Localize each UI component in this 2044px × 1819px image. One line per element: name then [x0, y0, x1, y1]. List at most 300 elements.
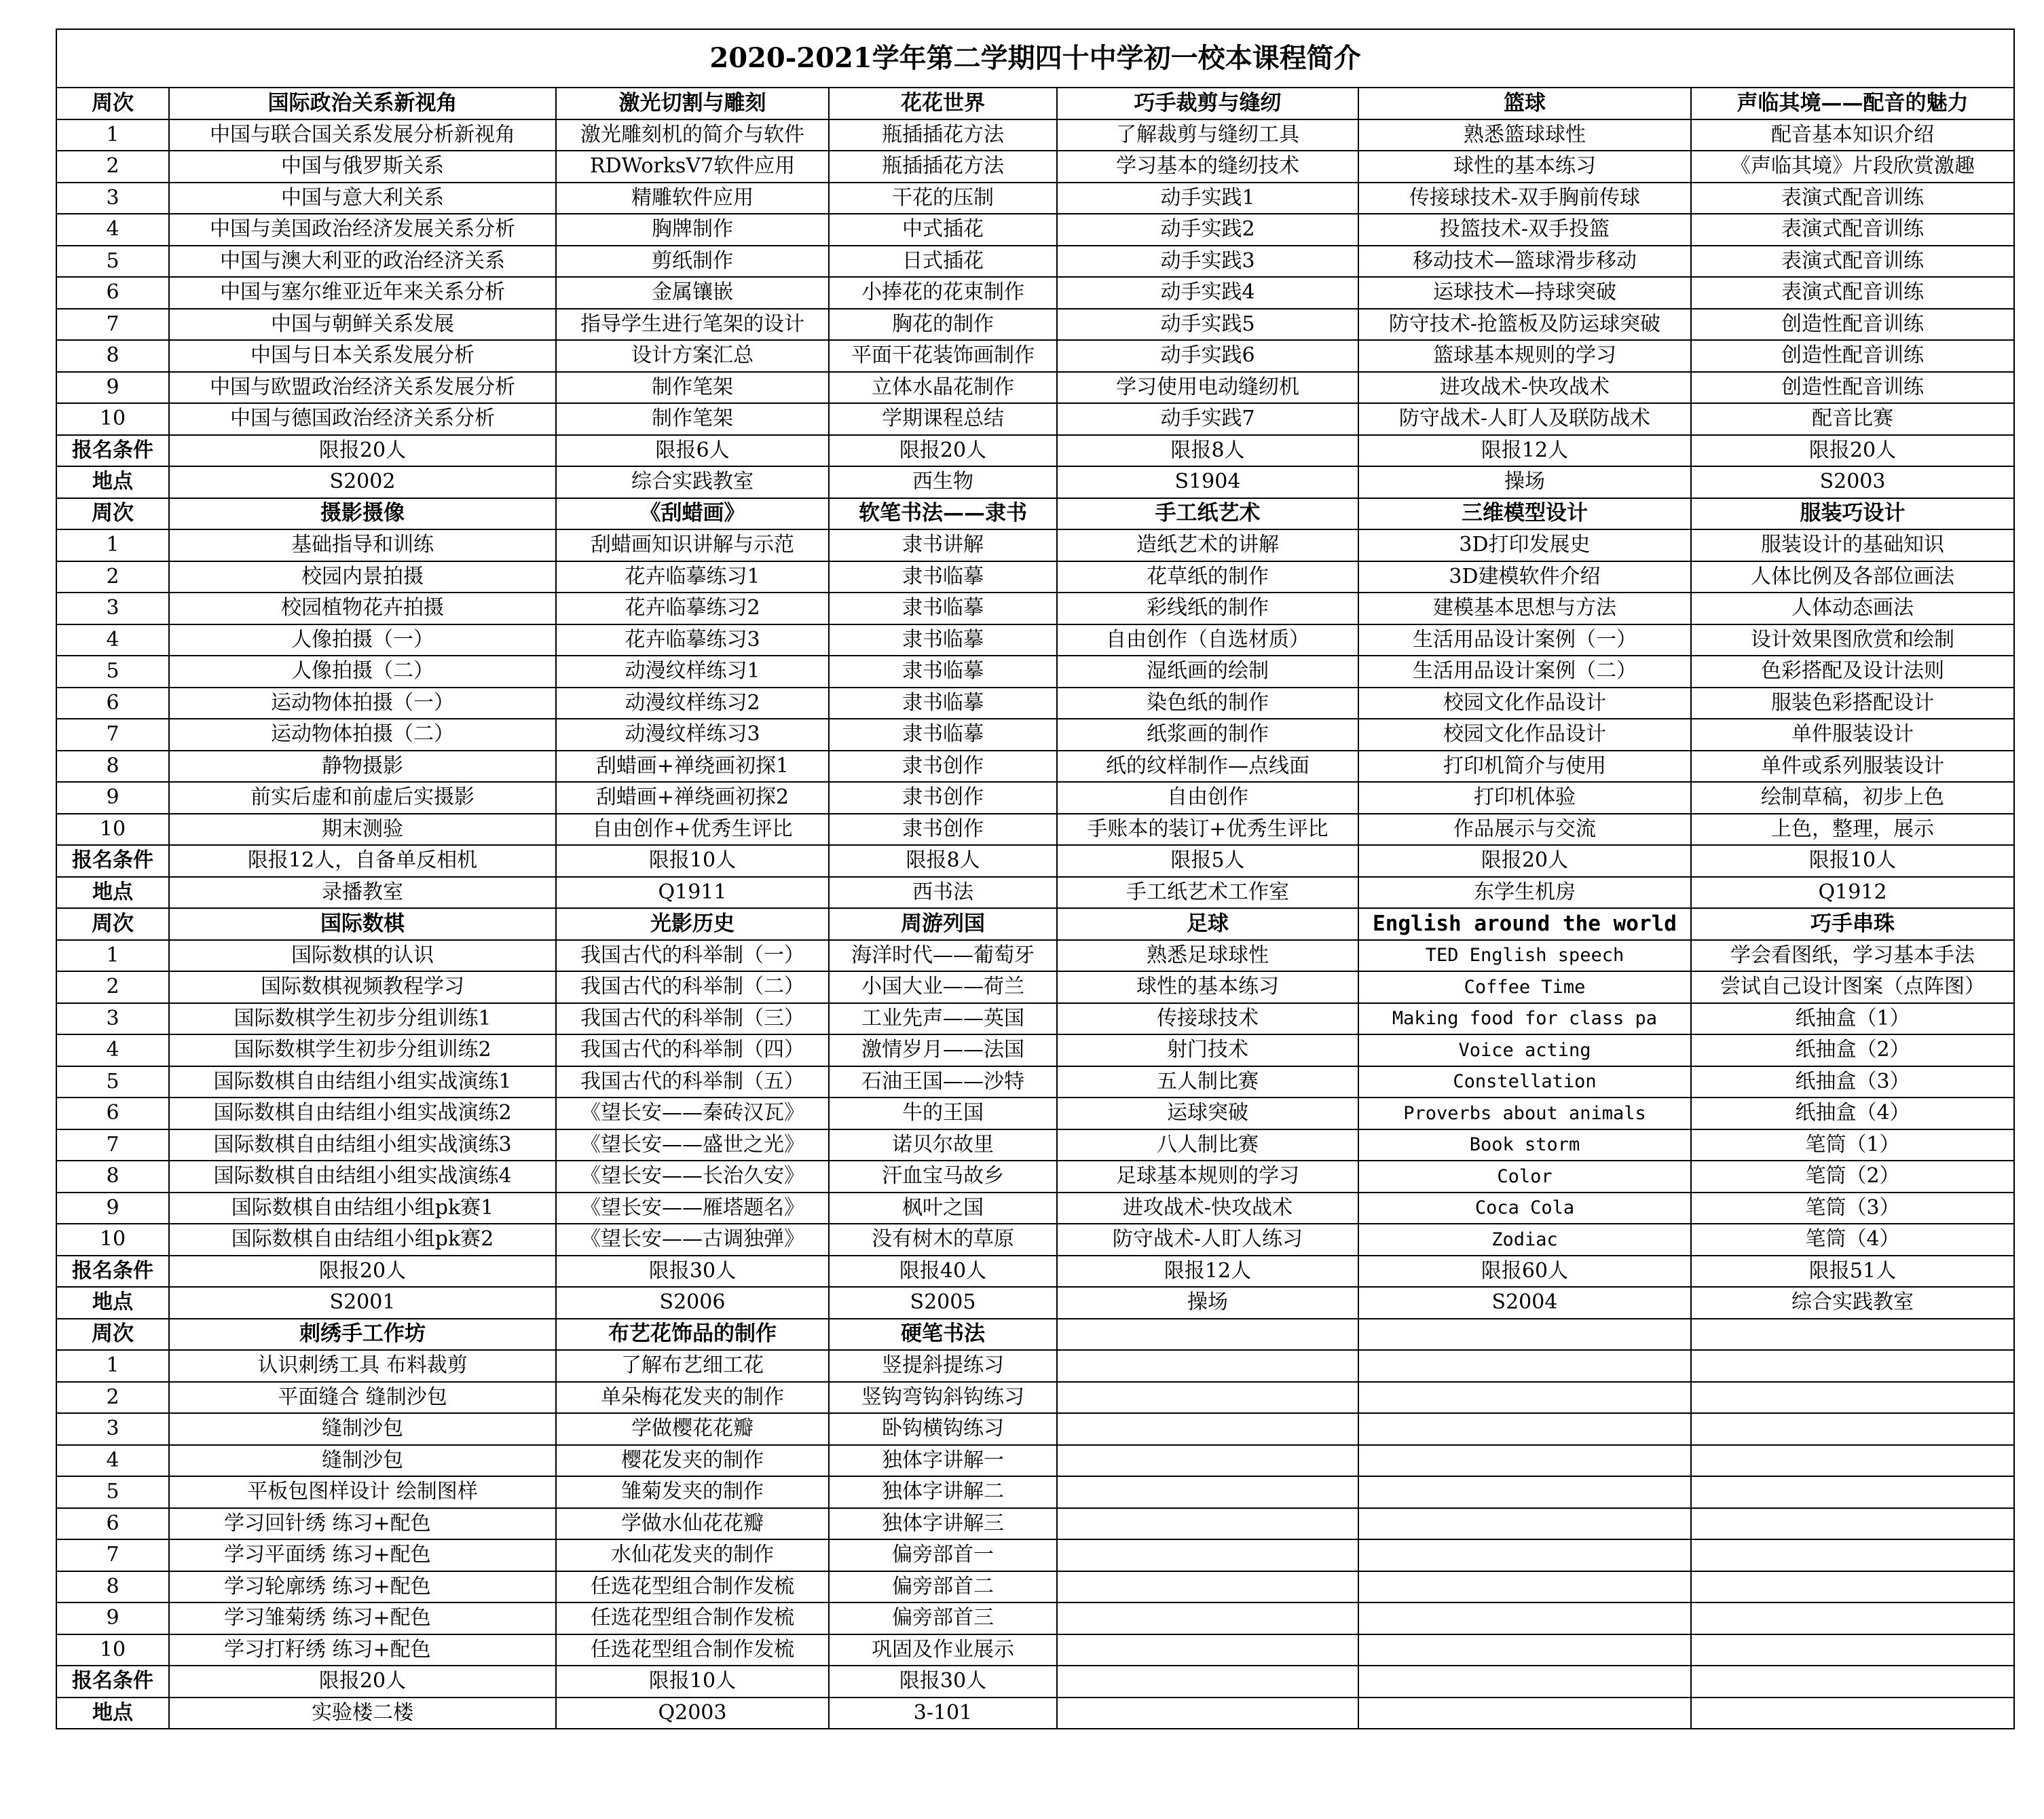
lesson-cell: 缝制沙包 [169, 1445, 556, 1477]
course-title [1057, 1319, 1358, 1351]
requirement-value: 限报51人 [1691, 1256, 2014, 1288]
lesson-cell: 自由创作+优秀生评比 [556, 814, 829, 846]
table-row [56, 214, 2014, 246]
lesson-cell: 学会看图纸，学习基本手法 [1691, 940, 2014, 972]
lesson-cell: 平面缝合 缝制沙包 [169, 1382, 556, 1414]
location-value: S2005 [829, 1287, 1057, 1319]
lesson-cell: 配音比赛 [1691, 403, 2014, 435]
week-number: 10 [56, 1634, 169, 1666]
lesson-cell: 自由创作（自选材质） [1057, 624, 1358, 656]
week-number: 7 [56, 1129, 169, 1161]
lesson-cell: 进攻战术-快攻战术 [1057, 1193, 1358, 1224]
lesson-cell: 制作笔架 [556, 403, 829, 435]
week-number: 5 [56, 1066, 169, 1098]
table-row [56, 1098, 2014, 1129]
lesson-cell: 射门技术 [1057, 1034, 1358, 1066]
course-title: 国际政治关系新视角 [169, 88, 556, 119]
week-number: 4 [56, 214, 169, 246]
requirement-label: 报名条件 [56, 845, 169, 877]
lesson-cell: 纸的纹样制作—点线面 [1057, 751, 1358, 783]
lesson-cell [1358, 1476, 1691, 1508]
week-number: 9 [56, 1602, 169, 1634]
lesson-cell: 熟悉篮球球性 [1358, 119, 1691, 151]
lesson-cell: 人体动态画法 [1691, 593, 2014, 624]
location-value: S2002 [169, 466, 556, 498]
lesson-cell [1691, 1539, 2014, 1571]
requirement-row [56, 1256, 2014, 1288]
table-row [56, 1634, 2014, 1666]
lesson-cell: 纸抽盒（2） [1691, 1034, 2014, 1066]
lesson-cell: 隶书临摹 [829, 656, 1057, 688]
requirement-label: 报名条件 [56, 1666, 169, 1698]
lesson-cell: 《声临其境》片段欣赏激趣 [1691, 151, 2014, 183]
lesson-cell: 打印机简介与使用 [1358, 751, 1691, 783]
lesson-cell: 认识刺绣工具 布料裁剪 [169, 1350, 556, 1382]
week-number: 3 [56, 1413, 169, 1445]
lesson-cell: 学习使用电动缝纫机 [1057, 372, 1358, 404]
lesson-cell: 制作笔架 [556, 372, 829, 404]
lesson-cell: 纸抽盒（3） [1691, 1066, 2014, 1098]
lesson-cell: 了解裁剪与缝纫工具 [1057, 119, 1358, 151]
lesson-cell: 独体字讲解二 [829, 1476, 1057, 1508]
week-header-label: 周次 [56, 88, 169, 119]
lesson-cell: 校园内景拍摄 [169, 561, 556, 593]
week-number: 6 [56, 1098, 169, 1129]
lesson-cell: 《望长安——长治久安》 [556, 1161, 829, 1193]
lesson-cell: 服装色彩搭配设计 [1691, 688, 2014, 719]
week-number: 8 [56, 1571, 169, 1603]
lesson-cell: 传接球技术-双手胸前传球 [1358, 183, 1691, 214]
table-row [56, 1413, 2014, 1445]
location-value [1691, 1698, 2014, 1729]
lesson-cell: 国际数棋学生初步分组训练2 [169, 1034, 556, 1066]
lesson-cell: 八人制比赛 [1057, 1129, 1358, 1161]
lesson-cell: 表演式配音训练 [1691, 183, 2014, 214]
week-number: 5 [56, 246, 169, 278]
location-label: 地点 [56, 877, 169, 909]
week-number: 9 [56, 372, 169, 404]
lesson-cell: 隶书临摹 [829, 688, 1057, 719]
lesson-cell: 校园文化作品设计 [1358, 719, 1691, 751]
lesson-cell: 中国与日本关系发展分析 [169, 340, 556, 372]
lesson-cell: 彩线纸的制作 [1057, 593, 1358, 624]
location-value: 手工纸艺术工作室 [1057, 877, 1358, 909]
location-value: 操场 [1057, 1287, 1358, 1319]
course-title: 摄影摄像 [169, 498, 556, 530]
week-number: 5 [56, 1476, 169, 1508]
lesson-cell: 金属镶嵌 [556, 277, 829, 309]
week-number: 4 [56, 1445, 169, 1477]
week-number: 2 [56, 1382, 169, 1414]
lesson-cell: 五人制比赛 [1057, 1066, 1358, 1098]
table-row [56, 1224, 2014, 1256]
table-row [56, 277, 2014, 309]
lesson-cell [1358, 1539, 1691, 1571]
lesson-cell: 校园文化作品设计 [1358, 688, 1691, 719]
section-header-row [56, 88, 2014, 119]
lesson-cell: 纸浆画的制作 [1057, 719, 1358, 751]
location-value [1057, 1698, 1358, 1729]
lesson-cell: 胸牌制作 [556, 214, 829, 246]
lesson-cell [1057, 1382, 1358, 1414]
lesson-cell: 动手实践3 [1057, 246, 1358, 278]
lesson-cell [1691, 1445, 2014, 1477]
lesson-cell: TED English speech [1358, 940, 1691, 972]
requirement-row [56, 435, 2014, 467]
lesson-cell: 花卉临摹练习1 [556, 561, 829, 593]
lesson-cell: 工业先声——英国 [829, 1003, 1057, 1035]
lesson-cell: 动手实践2 [1057, 214, 1358, 246]
lesson-cell: 瓶插插花方法 [829, 119, 1057, 151]
lesson-cell: Coffee Time [1358, 971, 1691, 1003]
requirement-value: 限报20人 [1358, 845, 1691, 877]
table-row [56, 1508, 2014, 1540]
lesson-cell: 动手实践1 [1057, 183, 1358, 214]
table-row [56, 940, 2014, 972]
lesson-cell: 隶书临摹 [829, 719, 1057, 751]
location-value: 实验楼二楼 [169, 1698, 556, 1729]
requirement-value: 限报20人 [169, 1256, 556, 1288]
lesson-cell: 学习平面绣 练习+配色 [169, 1539, 556, 1571]
lesson-cell [1691, 1508, 2014, 1540]
lesson-cell: RDWorksV7软件应用 [556, 151, 829, 183]
lesson-cell: 运动物体拍摄（一） [169, 688, 556, 719]
week-number: 6 [56, 277, 169, 309]
lesson-cell: 防守技术-抢篮板及防运球突破 [1358, 309, 1691, 341]
week-number: 3 [56, 1003, 169, 1035]
requirement-value: 限报12人 [1358, 435, 1691, 467]
week-header-label: 周次 [56, 1319, 169, 1351]
lesson-cell: 竖提斜提练习 [829, 1350, 1057, 1382]
requirement-value: 限报20人 [169, 1666, 556, 1698]
lesson-cell: 表演式配音训练 [1691, 277, 2014, 309]
lesson-cell: 偏旁部首三 [829, 1602, 1057, 1634]
lesson-cell: 创造性配音训练 [1691, 340, 2014, 372]
lesson-cell [1358, 1602, 1691, 1634]
course-title: 国际数棋 [169, 908, 556, 940]
lesson-cell [1691, 1602, 2014, 1634]
requirement-value: 限报5人 [1057, 845, 1358, 877]
lesson-cell: Coca Cola [1358, 1193, 1691, 1224]
lesson-cell: 卧钩横钩练习 [829, 1413, 1057, 1445]
table-row [56, 814, 2014, 846]
lesson-cell: 《望长安——古调独弹》 [556, 1224, 829, 1256]
table-row [56, 751, 2014, 783]
lesson-cell: 学习雏菊绣 练习+配色 [169, 1602, 556, 1634]
lesson-cell: 竖钩弯钩斜钩练习 [829, 1382, 1057, 1414]
lesson-cell: 防守战术-人盯人练习 [1057, 1224, 1358, 1256]
location-row [56, 877, 2014, 909]
table-row [56, 1034, 2014, 1066]
table-row [56, 624, 2014, 656]
lesson-cell: 运球技术—持球突破 [1358, 277, 1691, 309]
requirement-label: 报名条件 [56, 435, 169, 467]
lesson-cell [1057, 1350, 1358, 1382]
lesson-cell [1057, 1445, 1358, 1477]
table-row [56, 1129, 2014, 1161]
lesson-cell: 我国古代的科举制（五） [556, 1066, 829, 1098]
course-schedule-table [56, 29, 2015, 1729]
week-number: 2 [56, 151, 169, 183]
location-value: S2006 [556, 1287, 829, 1319]
week-number: 2 [56, 561, 169, 593]
lesson-cell: 我国古代的科举制（一） [556, 940, 829, 972]
lesson-cell: 湿纸画的绘制 [1057, 656, 1358, 688]
lesson-cell: 激情岁月——法国 [829, 1034, 1057, 1066]
week-number: 3 [56, 183, 169, 214]
week-number: 8 [56, 1161, 169, 1193]
week-number: 1 [56, 1350, 169, 1382]
requirement-row [56, 845, 2014, 877]
lesson-cell: 3D打印发展史 [1358, 529, 1691, 561]
table-row [56, 1382, 2014, 1414]
location-label: 地点 [56, 466, 169, 498]
lesson-cell [1057, 1476, 1358, 1508]
week-number: 4 [56, 624, 169, 656]
course-title: 手工纸艺术 [1057, 498, 1358, 530]
lesson-cell: 偏旁部首一 [829, 1539, 1057, 1571]
requirement-value: 限报10人 [1691, 845, 2014, 877]
table-row [56, 688, 2014, 719]
lesson-cell: Making food for class pa [1358, 1003, 1691, 1035]
lesson-cell: 校园植物花卉拍摄 [169, 593, 556, 624]
lesson-cell: 球性的基本练习 [1057, 971, 1358, 1003]
lesson-cell: 国际数棋自由结组小组实战演练4 [169, 1161, 556, 1193]
lesson-cell: 樱花发夹的制作 [556, 1445, 829, 1477]
week-number: 7 [56, 309, 169, 341]
lesson-cell: 立体水晶花制作 [829, 372, 1057, 404]
lesson-cell: 配音基本知识介绍 [1691, 119, 2014, 151]
lesson-cell [1358, 1571, 1691, 1603]
lesson-cell: 隶书临摹 [829, 624, 1057, 656]
location-value: 综合实践教室 [1691, 1287, 2014, 1319]
lesson-cell: 笔筒（3） [1691, 1193, 2014, 1224]
location-row [56, 466, 2014, 498]
lesson-cell: 笔筒（1） [1691, 1129, 2014, 1161]
lesson-cell: 国际数棋的认识 [169, 940, 556, 972]
table-row [56, 372, 2014, 404]
lesson-cell: 水仙花发夹的制作 [556, 1539, 829, 1571]
lesson-cell: 色彩搭配及设计法则 [1691, 656, 2014, 688]
lesson-cell: 作品展示与交流 [1358, 814, 1691, 846]
lesson-cell: 运动物体拍摄（二） [169, 719, 556, 751]
lesson-cell: 中式插花 [829, 214, 1057, 246]
lesson-cell: 花卉临摹练习3 [556, 624, 829, 656]
lesson-cell [1057, 1571, 1358, 1603]
section-header-row [56, 1319, 2014, 1351]
location-value: 3-101 [829, 1698, 1057, 1729]
lesson-cell: 我国古代的科举制（四） [556, 1034, 829, 1066]
lesson-cell: Voice acting [1358, 1034, 1691, 1066]
table-row [56, 1571, 2014, 1603]
lesson-cell: 学做樱花花瓣 [556, 1413, 829, 1445]
lesson-cell: 中国与欧盟政治经济关系发展分析 [169, 372, 556, 404]
lesson-cell: 动漫纹样练习3 [556, 719, 829, 751]
course-title: 光影历史 [556, 908, 829, 940]
lesson-cell: 尝试自己设计图案（点阵图） [1691, 971, 2014, 1003]
lesson-cell: 进攻战术-快攻战术 [1358, 372, 1691, 404]
lesson-cell: 中国与美国政治经济发展关系分析 [169, 214, 556, 246]
lesson-cell: 花草纸的制作 [1057, 561, 1358, 593]
lesson-cell: 《望长安——盛世之光》 [556, 1129, 829, 1161]
lesson-cell: 偏旁部首二 [829, 1571, 1057, 1603]
lesson-cell: 动手实践5 [1057, 309, 1358, 341]
lesson-cell: 指导学生进行笔架的设计 [556, 309, 829, 341]
lesson-cell: 刮蜡画知识讲解与示范 [556, 529, 829, 561]
lesson-cell [1691, 1476, 2014, 1508]
location-value: S2004 [1358, 1287, 1691, 1319]
requirement-value: 限报10人 [556, 1666, 829, 1698]
course-title: 篮球 [1358, 88, 1691, 119]
lesson-cell: 球性的基本练习 [1358, 151, 1691, 183]
lesson-cell: 篮球基本规则的学习 [1358, 340, 1691, 372]
requirement-value: 限报30人 [829, 1666, 1057, 1698]
lesson-cell: 造纸艺术的讲解 [1057, 529, 1358, 561]
lesson-cell: 我国古代的科举制（二） [556, 971, 829, 1003]
week-number: 7 [56, 719, 169, 751]
course-title: 巧手串珠 [1691, 908, 2014, 940]
requirement-value: 限报8人 [829, 845, 1057, 877]
course-title: 三维模型设计 [1358, 498, 1691, 530]
week-number: 6 [56, 688, 169, 719]
table-row [56, 529, 2014, 561]
course-title: English around the world [1358, 908, 1691, 940]
lesson-cell: 刮蜡画+禅绕画初探2 [556, 782, 829, 814]
lesson-cell [1691, 1382, 2014, 1414]
lesson-cell: 3D建模软件介绍 [1358, 561, 1691, 593]
lesson-cell: 学习打籽绣 练习+配色 [169, 1634, 556, 1666]
requirement-label: 报名条件 [56, 1256, 169, 1288]
lesson-cell [1358, 1350, 1691, 1382]
requirement-value: 限报8人 [1057, 435, 1358, 467]
lesson-cell [1358, 1634, 1691, 1666]
lesson-cell [1057, 1634, 1358, 1666]
lesson-cell: 前实后虚和前虚后实摄影 [169, 782, 556, 814]
lesson-cell: 设计方案汇总 [556, 340, 829, 372]
requirement-value: 限报30人 [556, 1256, 829, 1288]
location-value: 综合实践教室 [556, 466, 829, 498]
course-title: 周游列国 [829, 908, 1057, 940]
table-row [56, 340, 2014, 372]
week-number: 10 [56, 1224, 169, 1256]
lesson-cell: 小国大业——荷兰 [829, 971, 1057, 1003]
lesson-cell: 小捧花的花束制作 [829, 277, 1057, 309]
table-row [56, 1602, 2014, 1634]
lesson-cell: 瓶插插花方法 [829, 151, 1057, 183]
lesson-cell: 平板包图样设计 绘制图样 [169, 1476, 556, 1508]
lesson-cell: 投篮技术-双手投篮 [1358, 214, 1691, 246]
lesson-cell: 表演式配音训练 [1691, 246, 2014, 278]
table-title: 2020-2021学年第二学期四十中学初一校本课程简介 [56, 29, 2014, 88]
requirement-value: 限报20人 [829, 435, 1057, 467]
location-value: 操场 [1358, 466, 1691, 498]
lesson-cell: 学习回针绣 练习+配色 [169, 1508, 556, 1540]
week-number: 6 [56, 1508, 169, 1540]
lesson-cell: 染色纸的制作 [1057, 688, 1358, 719]
lesson-cell [1358, 1445, 1691, 1477]
lesson-cell [1057, 1539, 1358, 1571]
lesson-cell [1691, 1571, 2014, 1603]
location-value: 西生物 [829, 466, 1057, 498]
table-row [56, 403, 2014, 435]
location-row [56, 1287, 2014, 1319]
location-value: S2003 [1691, 466, 2014, 498]
lesson-cell: 动漫纹样练习1 [556, 656, 829, 688]
course-title [1691, 1319, 2014, 1351]
lesson-cell: 绘制草稿，初步上色 [1691, 782, 2014, 814]
lesson-cell: 巩固及作业展示 [829, 1634, 1057, 1666]
lesson-cell: 独体字讲解三 [829, 1508, 1057, 1540]
location-value: Q2003 [556, 1698, 829, 1729]
lesson-cell: 隶书创作 [829, 814, 1057, 846]
location-label: 地点 [56, 1698, 169, 1729]
table-row [56, 1066, 2014, 1098]
lesson-cell: 中国与塞尔维亚近年来关系分析 [169, 277, 556, 309]
lesson-cell: 国际数棋自由结组小组pk赛2 [169, 1224, 556, 1256]
week-number: 5 [56, 656, 169, 688]
lesson-cell: 学期课程总结 [829, 403, 1057, 435]
requirement-value: 限报40人 [829, 1256, 1057, 1288]
week-number: 1 [56, 119, 169, 151]
course-title: 软笔书法——隶书 [829, 498, 1057, 530]
location-value: 西书法 [829, 877, 1057, 909]
table-row [56, 309, 2014, 341]
course-title: 服装巧设计 [1691, 498, 2014, 530]
course-title: 足球 [1057, 908, 1358, 940]
lesson-cell: 剪纸制作 [556, 246, 829, 278]
lesson-cell: 学习基本的缝纫技术 [1057, 151, 1358, 183]
requirement-row [56, 1666, 2014, 1698]
lesson-cell: 诺贝尔故里 [829, 1129, 1057, 1161]
lesson-cell: 国际数棋自由结组小组实战演练2 [169, 1098, 556, 1129]
lesson-cell: 自由创作 [1057, 782, 1358, 814]
location-value: Q1912 [1691, 877, 2014, 909]
lesson-cell [1057, 1508, 1358, 1540]
requirement-value: 限报12人，自备单反相机 [169, 845, 556, 877]
lesson-cell: 防守战术-人盯人及联防战术 [1358, 403, 1691, 435]
lesson-cell: 服装设计的基础知识 [1691, 529, 2014, 561]
lesson-cell: 创造性配音训练 [1691, 372, 2014, 404]
lesson-cell: 移动技术—篮球滑步移动 [1358, 246, 1691, 278]
lesson-cell: 枫叶之国 [829, 1193, 1057, 1224]
week-number: 4 [56, 1034, 169, 1066]
lesson-cell: 雏菊发夹的制作 [556, 1476, 829, 1508]
location-value: 东学生机房 [1358, 877, 1691, 909]
requirement-value: 限报20人 [169, 435, 556, 467]
lesson-cell: Proverbs about animals [1358, 1098, 1691, 1129]
table-row [56, 1445, 2014, 1477]
location-value [1358, 1698, 1691, 1729]
lesson-cell [1358, 1382, 1691, 1414]
lesson-cell: 静物摄影 [169, 751, 556, 783]
lesson-cell [1057, 1413, 1358, 1445]
course-title: 《刮蜡画》 [556, 498, 829, 530]
course-title: 布艺花饰品的制作 [556, 1319, 829, 1351]
lesson-cell: 设计效果图欣赏和绘制 [1691, 624, 2014, 656]
lesson-cell: 纸抽盒（1） [1691, 1003, 2014, 1035]
lesson-cell: 传接球技术 [1057, 1003, 1358, 1035]
requirement-value: 限报12人 [1057, 1256, 1358, 1288]
lesson-cell: 笔筒（2） [1691, 1161, 2014, 1193]
requirement-value: 限报6人 [556, 435, 829, 467]
table-row [56, 1161, 2014, 1193]
lesson-cell: 中国与意大利关系 [169, 183, 556, 214]
lesson-cell: 汗血宝马故乡 [829, 1161, 1057, 1193]
course-title [1358, 1319, 1691, 1351]
location-value: S1904 [1057, 466, 1358, 498]
lesson-cell [1691, 1413, 2014, 1445]
table-row [56, 246, 2014, 278]
